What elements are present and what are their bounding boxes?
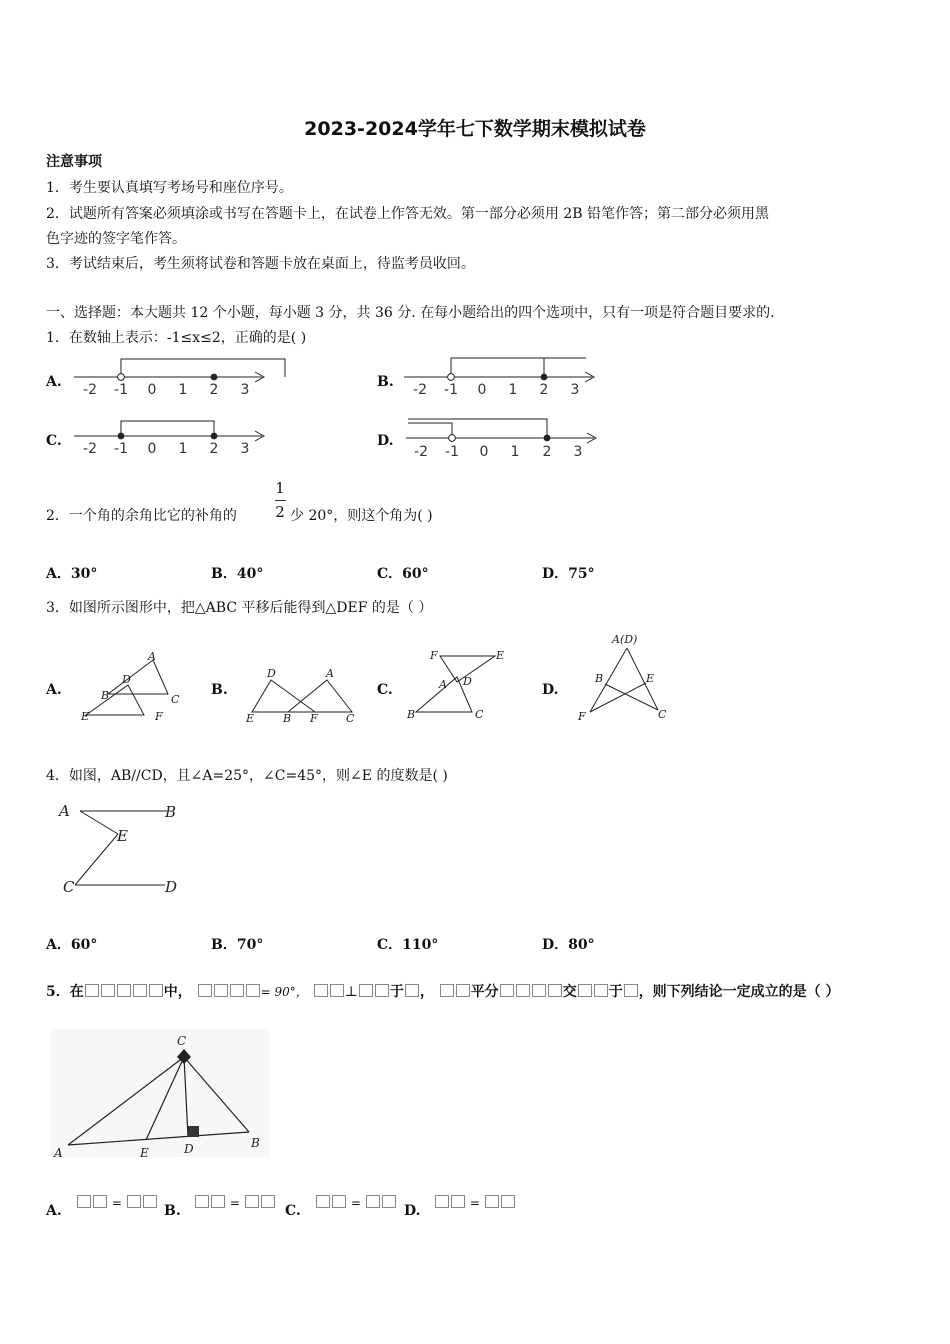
tick-label: 3	[573, 444, 583, 460]
q1-option-a-label[interactable]: A.	[46, 374, 62, 390]
q1-stem: 1．在数轴上表示：-1≤x≤2，正确的是( )	[46, 330, 307, 346]
q5-perp: ⊥	[344, 984, 358, 1000]
q5-pf: 平分	[470, 984, 499, 1000]
label-f: F	[155, 710, 163, 723]
tick-label: 3	[240, 382, 250, 398]
q2-stem-b: 少 20°，则这个角为( )	[290, 508, 433, 524]
q2-option-b[interactable]: B．40°	[211, 566, 264, 582]
equals-sign: =	[111, 1196, 122, 1210]
q5-jiao: 交	[562, 984, 577, 1000]
q3-option-c-label[interactable]: C.	[377, 682, 393, 698]
label-e: E	[496, 649, 505, 662]
equals-sign: =	[229, 1196, 240, 1210]
q2-stem-a: 2．一个角的余角比它的补角的	[46, 508, 237, 524]
q3-option-a-label[interactable]: A.	[46, 682, 62, 698]
label-f: F	[310, 712, 318, 725]
q5-yu1: 于	[389, 984, 404, 1000]
page-title: 2023-2024学年七下数学期末模拟试卷	[304, 118, 646, 140]
label-c: C	[475, 708, 484, 721]
tick-label: -2	[83, 382, 97, 398]
tick-label: -1	[445, 444, 459, 460]
label-a: A	[148, 650, 156, 663]
label-b: B	[283, 712, 292, 725]
q3-option-d-label[interactable]: D.	[542, 682, 559, 698]
label-c: C	[63, 878, 75, 896]
tick-label: 2	[539, 382, 549, 398]
label-c: C	[177, 1034, 187, 1048]
label-d: D	[165, 878, 178, 896]
tick-label: 3	[570, 382, 580, 398]
q5-option-b-label[interactable]: B.	[164, 1203, 181, 1219]
q1-option-c-label[interactable]: C.	[46, 433, 62, 449]
tick-label: -1	[114, 382, 128, 398]
tick-label: -2	[414, 444, 428, 460]
q2-option-a[interactable]: A．30°	[46, 566, 98, 582]
missing-formula-placeholder	[197, 984, 261, 1000]
label-f: F	[430, 649, 438, 662]
tick-label: 0	[477, 382, 487, 398]
q3-figure-a	[78, 648, 188, 728]
tick-label: 2	[542, 444, 552, 460]
q2-option-c[interactable]: C．60°	[377, 566, 429, 582]
tick-label: 2	[209, 441, 219, 457]
q3-figure-b	[240, 660, 365, 730]
q3-figure-d	[572, 630, 682, 725]
q5-pre: 5．在	[46, 984, 84, 1000]
tick-label: 0	[147, 382, 157, 398]
label-c: C	[171, 693, 180, 706]
q1-numberline-b	[400, 352, 600, 400]
tick-label: -2	[83, 441, 97, 457]
label-f: F	[578, 710, 586, 723]
label-e: E	[140, 1146, 149, 1160]
q1-numberline-a	[70, 352, 270, 400]
tick-label: 1	[178, 441, 188, 457]
label-a: A	[326, 667, 334, 680]
tick-label: 0	[147, 441, 157, 457]
section-heading: 一、选择题：本大题共 12 个小题，每小题 3 分，共 36 分. 在每小题给出的四个选项中，只有一项是符合题目要求的.	[46, 305, 775, 321]
label-b: B	[407, 708, 416, 721]
q4-option-c[interactable]: C．110°	[377, 937, 439, 953]
label-b: B	[165, 803, 177, 821]
label-e: E	[246, 712, 255, 725]
q1-option-d-label[interactable]: D.	[377, 433, 394, 449]
tick-label: -2	[413, 382, 427, 398]
q5-option-c-label[interactable]: C.	[285, 1203, 301, 1219]
q3-option-b-label[interactable]: B.	[211, 682, 228, 698]
label-a-d: A(D)	[612, 633, 638, 646]
q1-option-b-label[interactable]: B.	[377, 374, 394, 390]
q4-option-b[interactable]: B．70°	[211, 937, 264, 953]
q5-end: ，则下列结论一定成立的是（ ）	[638, 984, 840, 1000]
fraction-denominator: 2	[275, 503, 285, 521]
q5-option-a-label[interactable]: A.	[46, 1203, 62, 1219]
tick-label: 3	[240, 441, 250, 457]
q1-numberline-c	[70, 412, 270, 460]
tick-label: -1	[114, 441, 128, 457]
q5-option-b-formula	[194, 1195, 276, 1210]
tick-label: 1	[510, 444, 520, 460]
label-b: B	[251, 1136, 260, 1150]
notice-item: 2．试题所有答案必须填涂或书写在答题卡上，在试卷上作答无效。第一部分必须用 2B 铅笔作答；第二部分必须用黑	[46, 206, 769, 222]
q4-option-a[interactable]: A．60°	[46, 937, 98, 953]
q5-option-c-formula	[315, 1195, 397, 1210]
fraction-numerator: 1	[275, 479, 285, 497]
notice-heading: 注意事项	[46, 154, 102, 170]
q1-numberline-d	[400, 412, 600, 460]
tick-label: 1	[508, 382, 518, 398]
tick-label: -1	[444, 382, 458, 398]
label-e: E	[646, 672, 655, 685]
q5-option-d-formula	[434, 1195, 516, 1210]
missing-formula-placeholder	[84, 984, 164, 1000]
label-a: A	[54, 1146, 63, 1160]
label-b: B	[595, 672, 604, 685]
q4-stem: 4．如图，AB//CD，且∠A=25°，∠C=45°，则∠E 的度数是( )	[46, 768, 448, 784]
q4-figure	[55, 798, 195, 903]
notice-item: 色字迹的签字笔作答。	[46, 231, 186, 247]
q5-mid: 中，	[163, 984, 192, 1000]
q5-option-a-formula	[76, 1195, 158, 1210]
q5-angle: = 90°，	[260, 985, 308, 999]
q4-option-d[interactable]: D．80°	[542, 937, 595, 953]
label-b: B	[101, 689, 110, 702]
tick-label: 2	[209, 382, 219, 398]
fraction-bar	[275, 500, 286, 501]
tick-label: 0	[479, 444, 489, 460]
q5-yu2: 于	[608, 984, 623, 1000]
notice-item: 1．考生要认真填写考场号和座位序号。	[46, 180, 293, 196]
label-c: C	[346, 712, 355, 725]
q3-figure-c	[402, 644, 512, 724]
q5-option-d-label[interactable]: D.	[404, 1203, 421, 1219]
q2-option-d[interactable]: D．75°	[542, 566, 595, 582]
q5-sep: ，	[419, 984, 434, 1000]
tick-label: 1	[178, 382, 188, 398]
label-e: E	[117, 827, 128, 845]
label-d: D	[267, 667, 276, 680]
q5-figure	[46, 1027, 276, 1167]
label-a: A	[59, 802, 70, 820]
notice-item: 3．考试结束后，考生须将试卷和答题卡放在桌面上，待监考员收回。	[46, 256, 475, 272]
q3-stem: 3．如图所示图形中，把△ABC 平移后能得到△DEF 的是（ ）	[46, 600, 433, 616]
label-c: C	[658, 708, 667, 721]
label-e: E	[81, 710, 90, 723]
label-a: A	[439, 678, 447, 691]
equals-sign: =	[469, 1196, 480, 1210]
q5-stem	[46, 981, 840, 1001]
label-d: D	[184, 1142, 194, 1156]
label-d: D	[122, 673, 131, 686]
label-d: D	[463, 675, 472, 688]
equals-sign: =	[350, 1196, 361, 1210]
